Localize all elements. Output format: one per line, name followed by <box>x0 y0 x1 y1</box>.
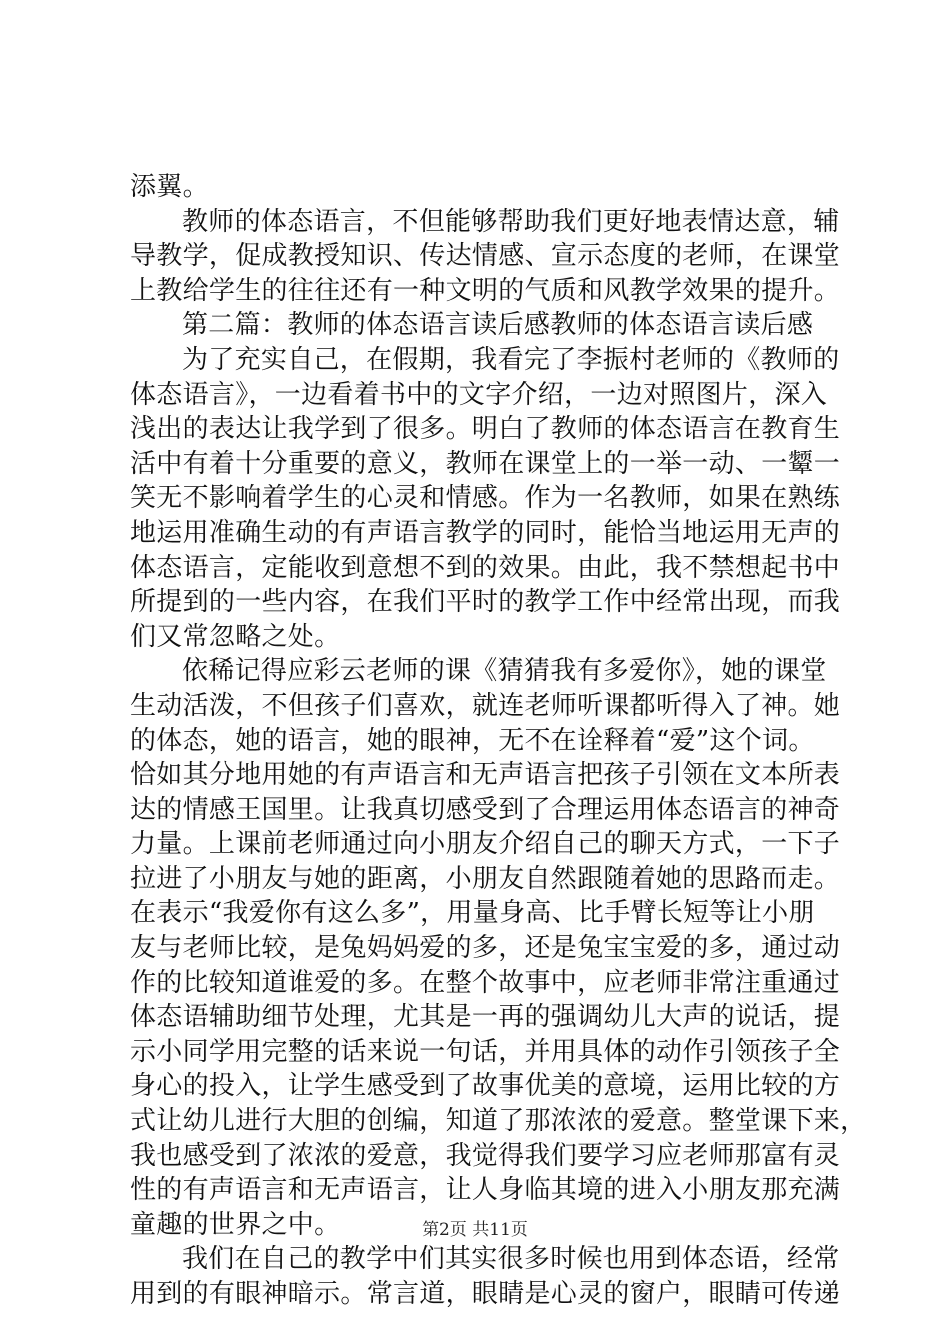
page-footer: 第2页 共11页 <box>422 1220 528 1240</box>
text-line: 童趣的世界之中。 <box>130 1209 341 1240</box>
text-line: 所提到的一些内容，在我们平时的教学工作中经常出现，而我 <box>130 587 841 618</box>
text-line: 添翼。 <box>130 172 209 202</box>
text-line: 我们在自己的教学中们其实很多时候也用到体态语，经常 <box>182 1244 840 1275</box>
text-line: 达的情感王国里。让我真切感受到了合理运用体态语言的神奇 <box>130 794 841 825</box>
text-line: 我也感受到了浓浓的爱意，我觉得我们要学习应老师那富有灵 <box>130 1140 841 1171</box>
text-line: 地运用准确生动的有声语言教学的同时，能恰当地运用无声的 <box>130 517 841 548</box>
text-line: 性的有声语言和无声语言，让人身临其境的进入小朋友那充满 <box>130 1175 841 1206</box>
text-line: 导教学，促成教授知识、传达情感、宣示态度的老师，在课堂 <box>130 241 841 272</box>
text-line: 的体态，她的语言，她的眼神，无不在诠释着“爱”这个词。 <box>130 725 815 756</box>
text-line: 友与老师比较，是兔妈妈爱的多，还是兔宝宝爱的多，通过动 <box>130 933 841 964</box>
text-line: 笑无不影响着学生的心灵和情感。作为一名教师，如果在熟练 <box>130 483 841 514</box>
text-line: 式让幼儿进行大胆的创编，知道了那浓浓的爱意。整堂课下来， <box>130 1106 867 1137</box>
text-line: 恰如其分地用她的有声语言和无声语言把孩子引领在文本所表 <box>130 760 841 791</box>
text-line: 拉进了小朋友与她的距离，小朋友自然跟随着她的思路而走。 <box>130 863 841 894</box>
text-line: 活中有着十分重要的意义，教师在课堂上的一举一动、一颦一 <box>130 448 841 479</box>
text-line: 在表示“我爱你有这么多”，用量身高、比手臂长短等让小朋 <box>130 898 815 929</box>
text-line: 上教给学生的往往还有一种文明的气质和风教学效果的提升。 <box>130 275 841 306</box>
text-line: 教师的体态语言，不但能够帮助我们更好地表情达意，辅 <box>182 206 840 237</box>
text-line: 体态语言》，一边看着书中的文字介绍，一边对照图片，深入 <box>130 379 828 410</box>
document-body <box>130 170 867 1312</box>
text-line: 体态语言，定能收到意想不到的效果。由此，我不禁想起书中 <box>130 552 841 583</box>
text-line: 浅出的表达让我学到了很多。明白了教师的体态语言在教育生 <box>130 414 841 445</box>
text-line: 依稀记得应彩云老师的课《猜猜我有多爱你》，她的课堂 <box>182 656 827 687</box>
text-line: 力量。上课前老师通过向小朋友介绍自己的聊天方式，一下子 <box>130 829 841 860</box>
text-line: 们又常忽略之处。 <box>130 621 341 652</box>
text-line: 体态语辅助细节处理，尤其是一再的强调幼儿大声的说话，提 <box>130 1002 841 1033</box>
text-line: 为了充实自己，在假期，我看完了李振村老师的《教师的 <box>182 344 840 375</box>
text-line: 作的比较知道谁爱的多。在整个故事中，应老师非常注重通过 <box>130 967 841 998</box>
text-line: 用到的有眼神暗示。常言道，眼睛是心灵的窗户，眼睛可传递 <box>130 1279 841 1309</box>
text-line: 身心的投入，让学生感受到了故事优美的意境，运用比较的方 <box>130 1071 841 1102</box>
text-line: 生动活泼，不但孩子们喜欢，就连老师听课都听得入了神。她 <box>130 690 841 721</box>
text-line: 示小同学用完整的话来说一句话，并用具体的动作引领孩子全 <box>130 1036 841 1067</box>
text-line: 第二篇：教师的体态语言读后感教师的体态语言读后感 <box>182 310 814 341</box>
